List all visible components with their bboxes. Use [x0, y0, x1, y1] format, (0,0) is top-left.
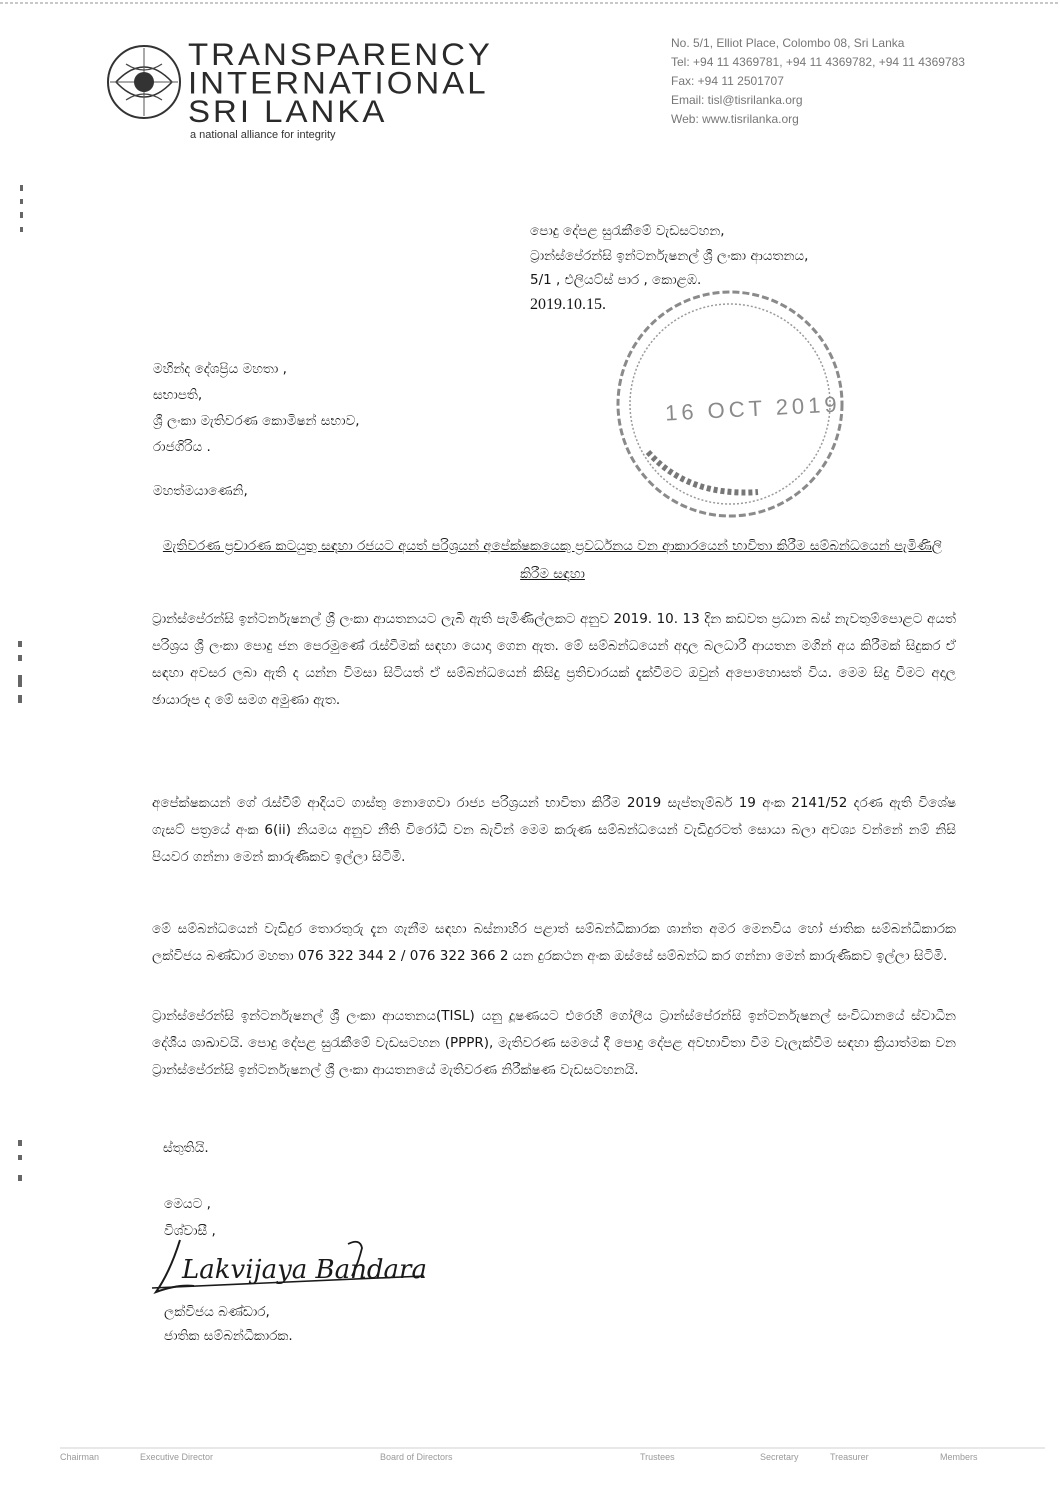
sender-line-3: 5/1 , එලියට්ස් පාර , කොළඹ.: [530, 272, 702, 288]
footer-item-6: Treasurer: [830, 1452, 869, 1462]
org-title-line-2: INTERNATIONAL: [188, 64, 489, 101]
organization-title: [188, 36, 493, 129]
body-paragraph-4: ට්‍රාන්ස්පේරන්සි ඉන්ටර්නැෂනල් ශ්‍රී ලංකා ආයතනය(TISL) යනු දූෂණයට එරෙහි ගෝලීය ට්‍රාන්ස්පේරන්සි ඉන්ටර්නැෂනල් සංවිධානයේ ස්වාධීන දේශීය ශාඛාවයි. පොදු දේපළ සුරැකීමේ වැඩසටහන (PPPR), මැතිවරණ සමයේ දී පොදු දේපළ අවභාවිතා වීම වැලැක්වීම සඳහා ක්‍රියාත්මක වන ට්‍රාන්ස්පේරන්සි ඉන්ටර්නැෂනල් ශ්‍රී ලංකා ආයතනයේ මැතිවරණ නිරීක්ෂණ වැඩසටහනයි.: [152, 1008, 956, 1078]
contact-fax: Fax: +94 11 2501707: [671, 74, 784, 88]
recipient-line-2: සභාපති,: [153, 387, 203, 403]
body-paragraph-1: ට්‍රාන්ස්පේරන්සි ඉන්ටර්නැෂනල් ශ්‍රී ලංකා ආයතනයට ලැබී ඇති පැමිණිල්ලකට අනුව 2019. 10. 13 දින කඩවත ප්‍රධාන බස් නැවතුම්පොළට අයත් පරිශ්‍රය ශ්‍රී ලංකා පොදු ජන පෙරමුණේ රැස්වීමක් සඳහා යොදා ගෙන ඇත. මේ සම්බන්ධයෙන් අදාල බලධාරී ආයතන මගින් අය කිරීමක් සිදුකර ඒ සඳහා අවසර ලබා ඇති ද යන්න විමසා සිටියත් ඒ සම්බන්ධයෙන් කිසිදු ප්‍රතිචාරයක් දැක්වීමට ඔවුන් අපොහොසත් විය. මෙම සිදු වීමට අදාල ඡායාරූප ද මේ සමග අමුණා ඇත.: [152, 611, 956, 708]
footer-item-1: Chairman: [60, 1452, 100, 1462]
contact-address: No. 5/1, Elliot Place, Colombo 08, Sri Lanka: [671, 36, 905, 50]
closing-line-1: මෙයට ,: [164, 1196, 211, 1212]
signer-block: [164, 1300, 293, 1348]
contact-web: Web: www.tisrilanka.org: [671, 112, 799, 126]
signer-name: ලක්විජය බණ්ඩාර,: [164, 1304, 270, 1320]
signature-text: Lakvijaya Bandara: [182, 1255, 427, 1285]
logo-emblem-icon: [104, 42, 184, 122]
footer-item-5: Secretary: [760, 1452, 799, 1462]
contact-telephone: Tel: +94 11 4369781, +94 11 4369782, +94 11 4369783: [671, 55, 965, 69]
body-paragraph-2: අපේක්ෂකයන් ගේ රැස්වීම් ආදියට ගාස්තු නොගෙවා රාජ්‍ය පරිශ්‍රයන් භාවිතා කිරීම 2019 සැප්තැම්බර් 19 අංක 2141/52 දරණ ඇති විශේෂ ගැසට් පත්‍රයේ අංක 6(ii) නියමය අනුව නීති විරෝධී වන බැවින් මෙම කරුණ සම්බන්ධයෙන් වැඩිදුරටත් සොයා බලා අවශ්‍ය වන්නේ නම් නිසි පියවර ගන්නා මෙන් කාරුණිකව ඉල්ලා සිටිමි.: [152, 795, 956, 865]
sender-line-2: ට්‍රාන්ස්පේරන්සි ඉන්ටර්නැෂනල් ශ්‍රී ලංකා ආයතනය,: [530, 247, 809, 264]
recipient-line-4: රාජගිරිය .: [153, 439, 211, 455]
stamp-date: 16 OCT 2019: [664, 391, 842, 426]
recipient-line-3: ශ්‍රී ලංකා මැතිවරණ කොමිෂන් සභාව,: [153, 413, 360, 429]
salutation: මහත්මයාණෙනි,: [153, 483, 248, 499]
footer-item-7: Members: [940, 1452, 978, 1462]
org-title-line-3: SRI LANKA: [188, 93, 388, 129]
org-title-line-1: TRANSPARENCY: [188, 36, 493, 72]
closing-line-2: විශ්වාසී ,: [164, 1223, 216, 1239]
organization-tagline: a national alliance for integrity: [190, 129, 336, 141]
recipient-line-1: මහින්ද දේශප්‍රිය මහතා ,: [153, 361, 287, 377]
contact-block: [671, 34, 965, 129]
body-paragraph-3: මේ සම්බන්ධයෙන් වැඩිදුර තොරතුරු දැන ගැනීම සඳහා බස්නාහිර පළාත් සම්බන්ධීකාරක ශාන්ත අමර මෙනවිය හෝ ජාතික සම්බන්ධීකාරක ලක්විජය බණ්ඩාර මහතා 076 322 344 2 / 076 322 366 2 යන දුරකථන අංක ඔස්සේ සම්බන්ධ කර ගන්නා මෙන් කාරුණිකව ඉල්ලා සිටිමි.: [152, 921, 956, 964]
scan-top-edge: [0, 0, 1060, 8]
handwritten-signature: [148, 1232, 438, 1300]
margin-scan-marks: [16, 185, 30, 1185]
contact-email: Email: tisl@tisrilanka.org: [671, 93, 803, 107]
footer-item-2: Executive Director: [140, 1452, 214, 1462]
signer-title: ජාතික සම්බන්ධීකාරක.: [164, 1328, 293, 1344]
footer-item-4: Trustees: [640, 1452, 675, 1462]
recipient-address: [153, 356, 360, 460]
thanks-line: ස්තුතියි.: [163, 1140, 209, 1156]
footer-strip: [60, 1446, 1045, 1486]
sender-line-1: පොදු දේපළ සුරැකීමේ වැඩසටහන,: [530, 223, 725, 239]
letter-subject: මැතිවරණ ප්‍රචාරණ කටයුතු සඳහා රජයට අයත් පරිශ්‍රයන් අපේක්ෂකයෙකු ප්‍රවර්ධනය වන ආකාරයෙන් භාවිතා කිරීම සම්බන්ධයෙන් පැමිණිලි කිරීම සඳහා: [162, 538, 943, 582]
footer-item-3: Board of Directors: [380, 1452, 453, 1462]
letter-date: 2019.10.15.: [530, 295, 606, 313]
